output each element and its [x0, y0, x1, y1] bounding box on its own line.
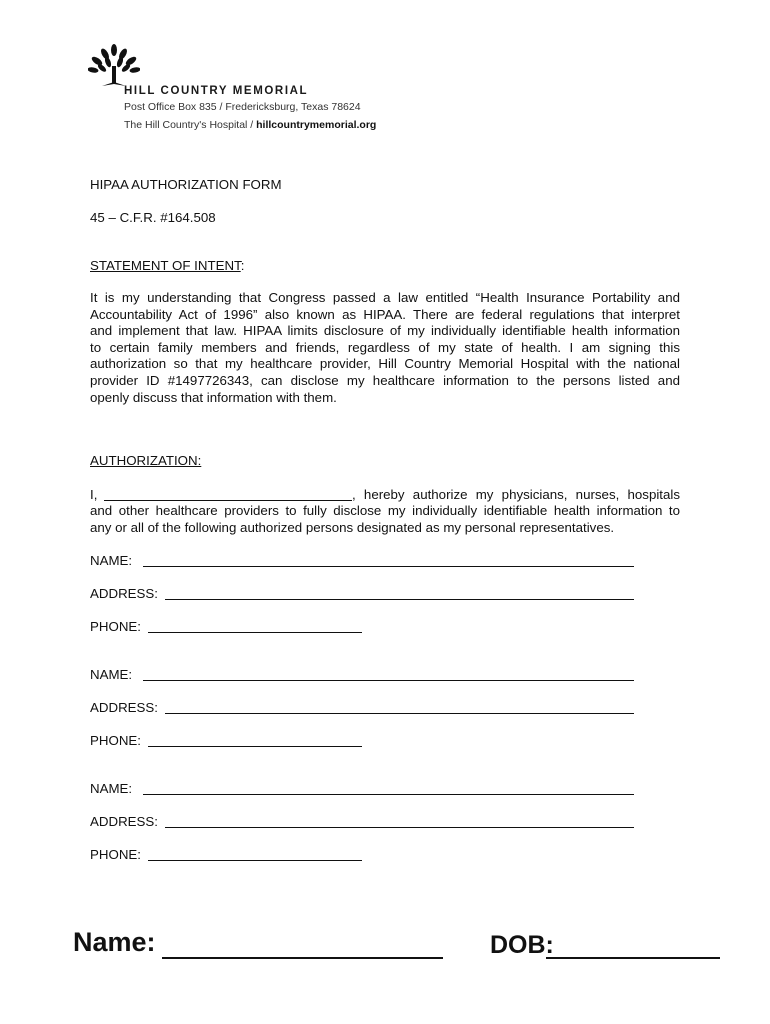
rep2-name-label: NAME: [90, 667, 133, 682]
intent-line: and implement that law. HIPAA limits disclosure of my individually identifiable health information [90, 323, 680, 339]
rep1-address-field[interactable] [165, 599, 634, 600]
rep1-address-label: ADDRESS: [90, 586, 158, 601]
rep2-phone-field[interactable] [148, 746, 362, 747]
rep2-name-field[interactable] [143, 680, 634, 681]
form-title: HIPAA AUTHORIZATION FORM [90, 177, 282, 192]
intent-line: provider ID #1497726343, can disclose my healthcare information to the persons listed and [90, 372, 680, 388]
org-name: HILL COUNTRY MEMORIAL [124, 85, 309, 97]
org-tagline [124, 119, 376, 131]
footer-name-label: Name: [73, 927, 156, 957]
rep3-address-field[interactable] [165, 827, 634, 828]
rep3-address-label: ADDRESS: [90, 814, 158, 829]
intent-paragraph [90, 290, 680, 406]
intent-heading [90, 258, 244, 275]
rep1-name-label: NAME: [90, 553, 133, 568]
tagline-text: The Hill Country's Hospital / [124, 119, 257, 131]
intent-line: openly discuss that information with them. [90, 389, 337, 405]
auth-paragraph [90, 503, 680, 536]
rep1-phone-label: PHONE: [90, 619, 141, 634]
rep2-phone-label: PHONE: [90, 733, 141, 748]
intent-line: It is my understanding that Congress passed a law entitled “Health Insurance Portability and [90, 290, 680, 305]
intent-line: to certain family members and friends, regardless of my state of health. I am signing this [90, 339, 680, 355]
auth-line-1-rest: , hereby authorize my physicians, nurses, hospitals [352, 487, 680, 502]
intent-line: authorization so that my healthcare provider, Hill Country Memorial Hospital with the national [90, 356, 680, 372]
rep3-name-label: NAME: [90, 781, 133, 796]
authorizer-name-field[interactable] [104, 500, 352, 501]
cfr-reference: 45 – C.F.R. #164.508 [90, 210, 216, 225]
rep2-address-field[interactable] [165, 713, 634, 714]
footer-dob-label: DOB: [490, 931, 554, 959]
footer-name-field[interactable] [162, 957, 443, 959]
rep1-phone-field[interactable] [148, 632, 362, 633]
intent-heading-colon: : [240, 258, 245, 273]
auth-line: and other healthcare providers to fully disclose my individually identifiable health information to [90, 503, 680, 518]
rep2-address-label: ADDRESS: [90, 700, 158, 715]
website-link[interactable]: hillcountrymemorial.org [256, 119, 377, 131]
org-address: Post Office Box 835 / Fredericksburg, Texas 78624 [124, 101, 361, 113]
footer-dob-field[interactable] [546, 957, 720, 959]
authorization-heading: AUTHORIZATION: [90, 453, 202, 468]
intent-line: Accountability Act of 1996” also known as HIPAA. There are federal regulations that interpret [90, 306, 680, 322]
rep1-name-field[interactable] [143, 566, 634, 567]
rep3-name-field[interactable] [143, 794, 634, 795]
auth-i: I, [90, 487, 98, 502]
rep3-phone-field[interactable] [148, 860, 362, 861]
intent-heading-text: STATEMENT OF INTENT [90, 258, 241, 273]
tree-logo-icon [88, 44, 140, 86]
rep3-phone-label: PHONE: [90, 847, 141, 862]
auth-line: any or all of the following authorized persons designated as my personal representatives. [90, 519, 615, 535]
